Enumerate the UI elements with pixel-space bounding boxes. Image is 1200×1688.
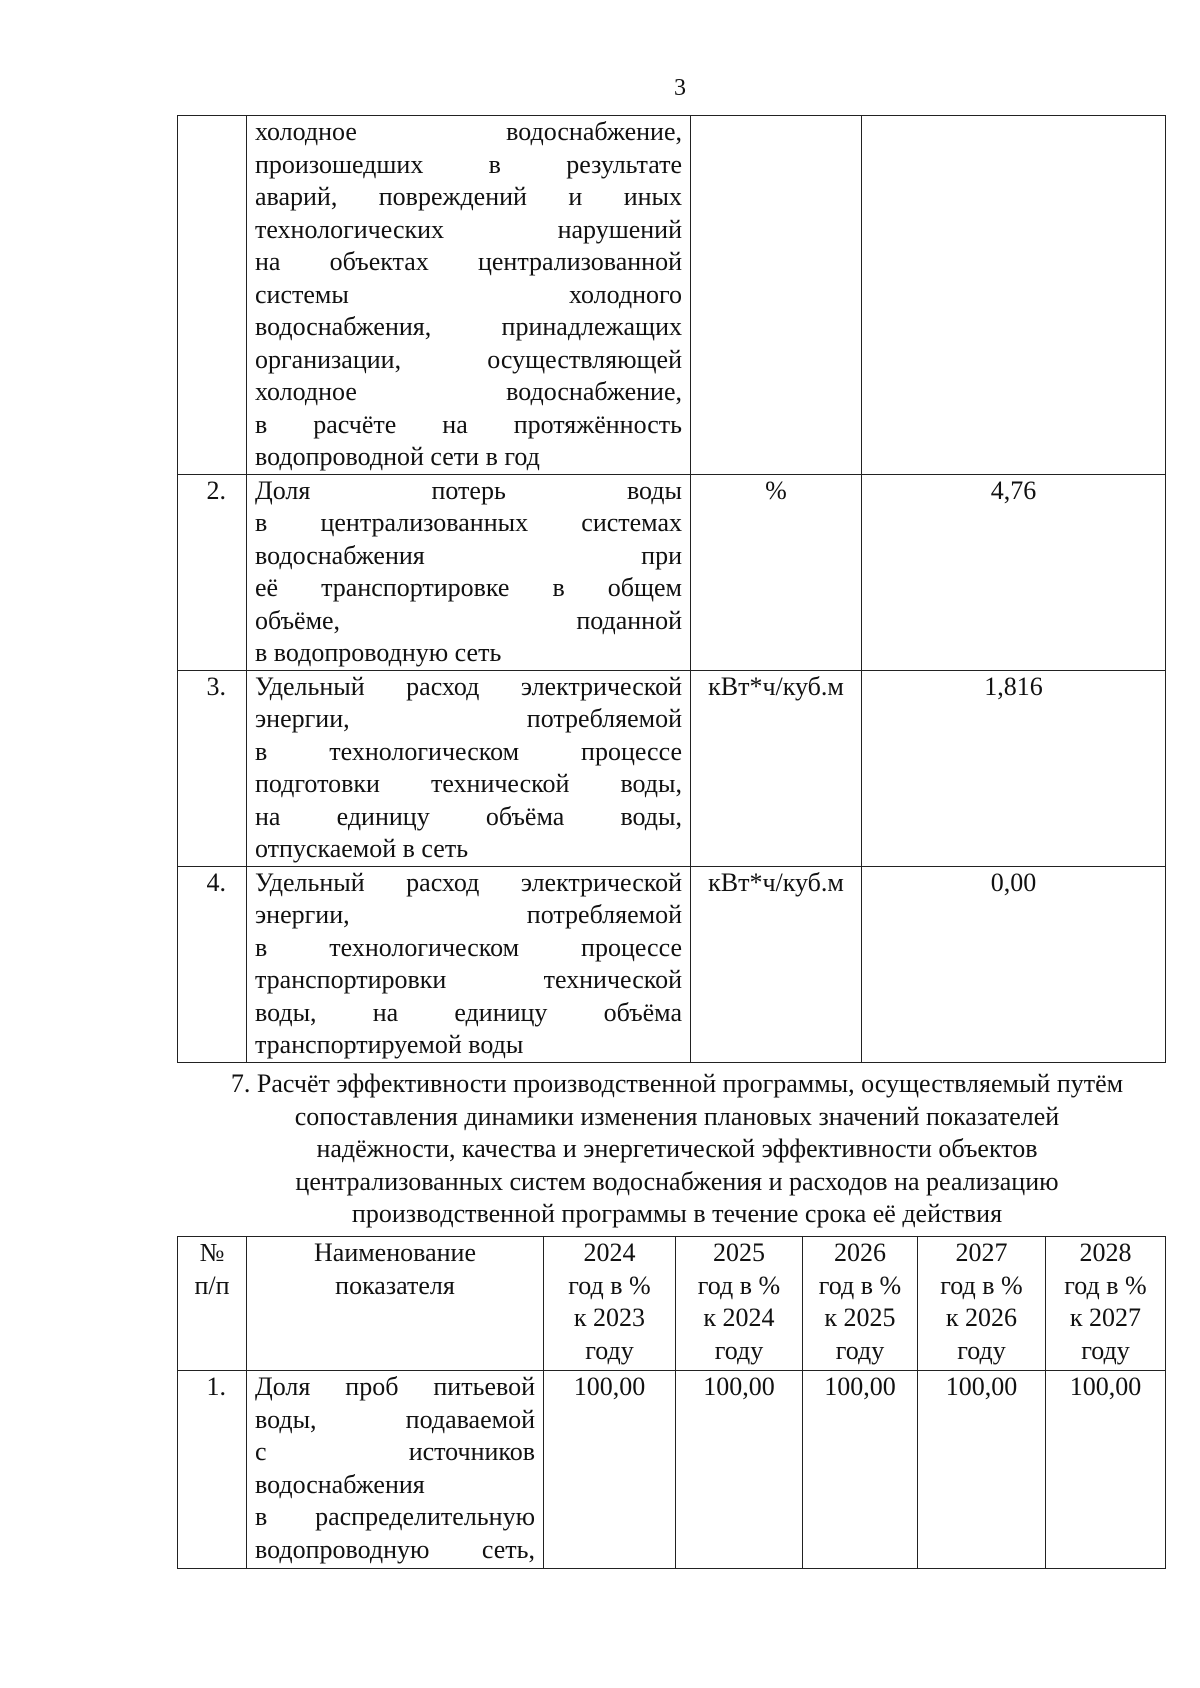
indicator-description: Удельный расход электрической энергии, потребляемой в технологическом процессе транспортировки технической воды, на единицу объёма транспортируемой воды bbox=[247, 866, 691, 1062]
value-2027: 100,00 bbox=[918, 1371, 1046, 1569]
header-row-number: № п/п bbox=[178, 1237, 247, 1371]
value-2026: 100,00 bbox=[803, 1371, 918, 1569]
indicator-description: Удельный расход электрической энергии, потребляемой в технологическом процессе подготовки технической воды, на единицу объёма воды, отпускаемой в сеть bbox=[247, 670, 691, 866]
indicator-value: 0,00 bbox=[862, 866, 1166, 1062]
indicator-value: 1,816 bbox=[862, 670, 1166, 866]
table-row bbox=[178, 474, 1166, 670]
row-number bbox=[178, 116, 247, 475]
indicators-table bbox=[177, 115, 1166, 1063]
value-2025: 100,00 bbox=[676, 1371, 803, 1569]
header-year-2025: 2025 год в % к 2024 году bbox=[676, 1237, 803, 1371]
indicator-value: 4,76 bbox=[862, 474, 1166, 670]
indicator-unit: кВт*ч/куб.м bbox=[691, 670, 862, 866]
indicator-description: Доля проб питьевой воды, подаваемой с источников водоснабжения в распределительную водопроводную сеть, bbox=[247, 1371, 544, 1569]
indicator-unit: % bbox=[691, 474, 862, 670]
header-year-2026: 2026 год в % к 2025 году bbox=[803, 1237, 918, 1371]
indicator-unit: кВт*ч/куб.м bbox=[691, 866, 862, 1062]
row-number: 1. bbox=[178, 1371, 247, 1569]
table-row bbox=[178, 670, 1166, 866]
row-number: 3. bbox=[178, 670, 247, 866]
indicator-description: Доля потерь воды в централизованных системах водоснабжения при её транспортировке в общем объёме, поданной в водопроводную сеть bbox=[247, 474, 691, 670]
header-indicator-name: Наименование показателя bbox=[247, 1237, 544, 1371]
value-2028: 100,00 bbox=[1046, 1371, 1166, 1569]
efficiency-table bbox=[177, 1236, 1166, 1569]
indicator-description: холодное водоснабжение, произошедших в результате аварий, повреждений и иных технологических нарушений на объектах централизованной системы холодного водоснабжения, принадлежащих организации, осуществляющей холодное водоснабжение, в расчёте на протяжённость водопроводной сети в год bbox=[247, 116, 691, 475]
row-number: 4. bbox=[178, 866, 247, 1062]
header-year-2027: 2027 год в % к 2026 году bbox=[918, 1237, 1046, 1371]
row-number: 2. bbox=[178, 474, 247, 670]
header-year-2024: 2024 год в % к 2023 году bbox=[544, 1237, 676, 1371]
table-row bbox=[178, 116, 1166, 475]
indicator-unit bbox=[691, 116, 862, 475]
section-title: 7. Расчёт эффективности производственной программы, осуществляемый путём сопоставления динамики изменения плановых значений показателей надёжности, качества и энергетической эффективности объектов централизованных систем водоснабжения и расходов на реализацию производственной программы в течение срока её действия bbox=[230, 1069, 1124, 1228]
indicator-value bbox=[862, 116, 1166, 475]
value-2024: 100,00 bbox=[544, 1371, 676, 1569]
header-year-2028: 2028 год в % к 2027 году bbox=[1046, 1237, 1166, 1371]
page-number: 3 bbox=[674, 75, 686, 101]
table-header-row bbox=[178, 1237, 1166, 1371]
table-row bbox=[178, 866, 1166, 1062]
table-row bbox=[178, 1371, 1166, 1569]
